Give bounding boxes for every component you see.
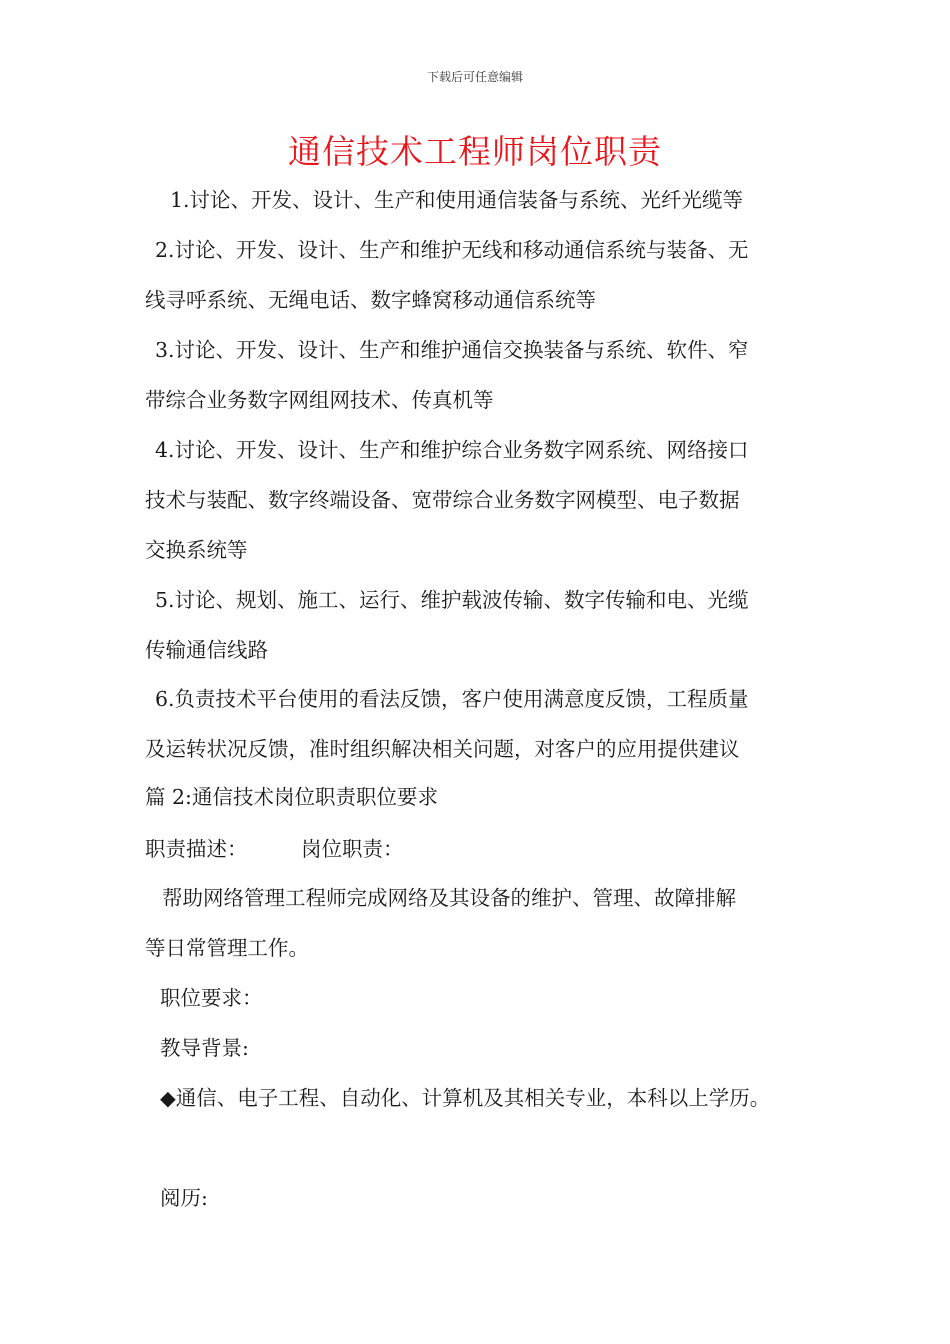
field-label: 岗位职责：: [301, 837, 404, 861]
paragraph-line: 3.讨论、开发、设计、生产和维护通信交换装备与系统、软件、窄: [155, 338, 749, 362]
paragraph-line: 6.负责技术平台使用的看法反馈，客户使用满意度反馈，工程质量: [155, 687, 749, 711]
paragraph-line: 线寻呼系统、无绳电话、数字蜂窝移动通信系统等: [145, 288, 596, 312]
paragraph-line: 帮助网络管理工程师完成网络及其设备的维护、管理、故障排解: [162, 886, 736, 910]
paragraph-line: 5.讨论、规划、施工、运行、维护载波传输、数字传输和电、光缆: [155, 588, 749, 612]
field-label: 阅历:: [160, 1186, 208, 1210]
paragraph-line: 交换系统等: [145, 538, 248, 562]
field-label: 教导背景:: [160, 1036, 249, 1060]
field-label: 职责描述：: [145, 837, 248, 861]
paragraph-line: 2.讨论、开发、设计、生产和维护无线和移动通信系统与装备、无: [155, 238, 749, 262]
paragraph-line: 4.讨论、开发、设计、生产和维护综合业务数字网系统、网络接口: [155, 438, 749, 462]
paragraph-line: 带综合业务数字网组网技术、传真机等: [145, 388, 494, 412]
paragraph-line: 及运转状况反馈，准时组织解决相关问题，对客户的应用提供建议: [145, 737, 740, 761]
paragraph-line: 技术与装配、数字终端设备、宽带综合业务数字网模型、电子数据: [145, 488, 740, 512]
paragraph-line: 传输通信线路: [145, 638, 268, 662]
bullet-item: ◆通信、电子工程、自动化、计算机及其相关专业，本科以上学历。: [160, 1086, 771, 1110]
field-label: 职位要求：: [160, 986, 263, 1010]
paragraph-line: 1.讨论、开发、设计、生产和使用通信装备与系统、光纤光缆等: [170, 188, 744, 212]
paragraph-line: 等日常管理工作。: [145, 936, 309, 960]
document-title: 通信技术工程师岗位职责: [288, 132, 662, 171]
page-header: 下载后可任意编辑: [426, 70, 523, 84]
section-heading: 篇 2:通信技术岗位职责职位要求: [145, 785, 438, 809]
